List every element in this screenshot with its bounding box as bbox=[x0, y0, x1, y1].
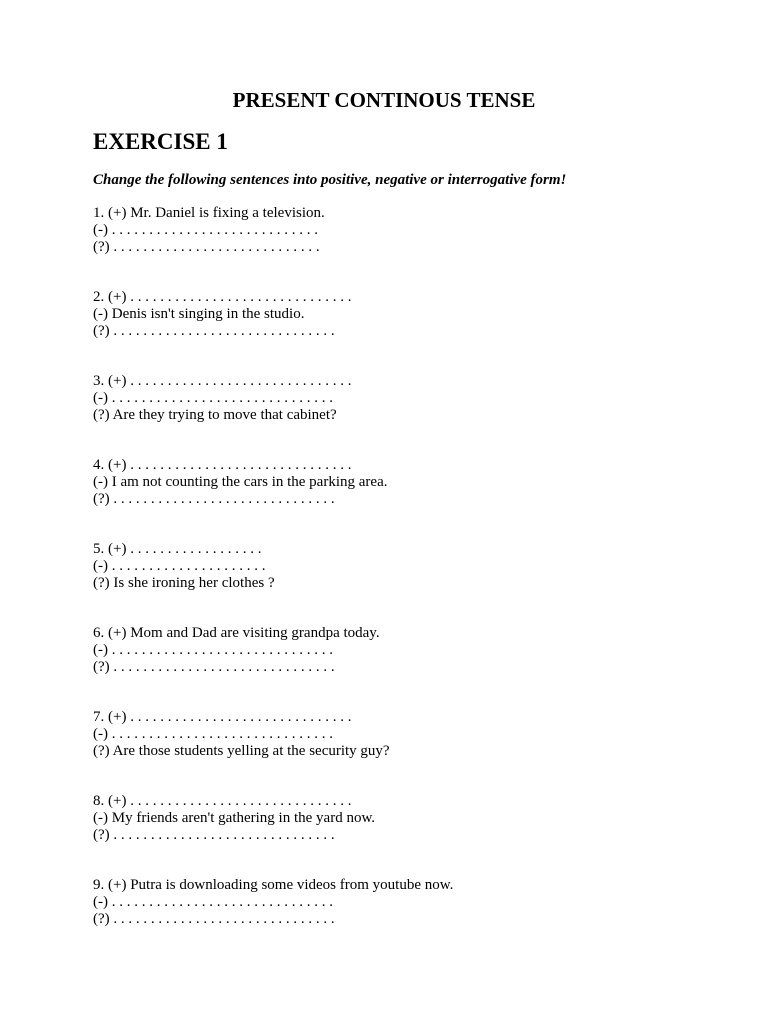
exercise-item bbox=[93, 877, 733, 961]
exercise-item bbox=[93, 709, 733, 793]
negative-line: (-) . . . . . . . . . . . . . . . . . . . . . bbox=[93, 558, 266, 574]
question-line: (?) Are they trying to move that cabinet? bbox=[93, 407, 337, 423]
exercise-item bbox=[93, 457, 733, 541]
exercise-list bbox=[93, 205, 733, 961]
negative-line: (-) My friends aren't gathering in the yard now. bbox=[93, 810, 376, 826]
document-title: PRESENT CONTINOUS TENSE bbox=[232, 88, 536, 112]
question-line: (?) . . . . . . . . . . . . . . . . . . . . . . . . . . . . bbox=[93, 239, 320, 255]
negative-line: (-) . . . . . . . . . . . . . . . . . . . . . . . . . . . . . . bbox=[93, 726, 333, 742]
positive-line: 3. (+) . . . . . . . . . . . . . . . . . . . . . . . . . . . . . . bbox=[93, 373, 352, 389]
exercise-item bbox=[93, 205, 733, 289]
negative-line: (-) . . . . . . . . . . . . . . . . . . . . . . . . . . . . bbox=[93, 222, 318, 238]
question-line: (?) . . . . . . . . . . . . . . . . . . . . . . . . . . . . . . bbox=[93, 659, 335, 675]
positive-line: 8. (+) . . . . . . . . . . . . . . . . . . . . . . . . . . . . . . bbox=[93, 793, 352, 809]
exercise-item bbox=[93, 541, 733, 625]
question-line: (?) Are those students yelling at the security guy? bbox=[93, 743, 390, 759]
positive-line: 2. (+) . . . . . . . . . . . . . . . . . . . . . . . . . . . . . . bbox=[93, 289, 352, 305]
negative-line: (-) . . . . . . . . . . . . . . . . . . . . . . . . . . . . . . bbox=[93, 642, 333, 658]
positive-line: 9. (+) Putra is downloading some videos from youtube now. bbox=[93, 877, 454, 893]
question-line: (?) . . . . . . . . . . . . . . . . . . . . . . . . . . . . . . bbox=[93, 491, 335, 507]
exercise-item bbox=[93, 625, 733, 709]
positive-line: 4. (+) . . . . . . . . . . . . . . . . . . . . . . . . . . . . . . bbox=[93, 457, 352, 473]
exercise-item bbox=[93, 289, 733, 373]
negative-line: (-) . . . . . . . . . . . . . . . . . . . . . . . . . . . . . . bbox=[93, 390, 333, 406]
exercise-instruction: Change the following sentences into positive, negative or interrogative form! bbox=[93, 172, 567, 188]
negative-line: (-) Denis isn't singing in the studio. bbox=[93, 306, 305, 322]
question-line: (?) . . . . . . . . . . . . . . . . . . . . . . . . . . . . . . bbox=[93, 323, 335, 339]
negative-line: (-) . . . . . . . . . . . . . . . . . . . . . . . . . . . . . . bbox=[93, 894, 333, 910]
negative-line: (-) I am not counting the cars in the parking area. bbox=[93, 474, 388, 490]
exercise-item bbox=[93, 373, 733, 457]
question-line: (?) . . . . . . . . . . . . . . . . . . . . . . . . . . . . . . bbox=[93, 911, 335, 927]
question-line: (?) Is she ironing her clothes ? bbox=[93, 575, 275, 591]
positive-line: 1. (+) Mr. Daniel is fixing a television. bbox=[93, 205, 325, 221]
exercise-item bbox=[93, 793, 733, 877]
positive-line: 5. (+) . . . . . . . . . . . . . . . . . . bbox=[93, 541, 262, 557]
question-line: (?) . . . . . . . . . . . . . . . . . . . . . . . . . . . . . . bbox=[93, 827, 335, 843]
exercise-heading: EXERCISE 1 bbox=[93, 129, 228, 154]
positive-line: 7. (+) . . . . . . . . . . . . . . . . . . . . . . . . . . . . . . bbox=[93, 709, 352, 725]
positive-line: 6. (+) Mom and Dad are visiting grandpa today. bbox=[93, 625, 380, 641]
